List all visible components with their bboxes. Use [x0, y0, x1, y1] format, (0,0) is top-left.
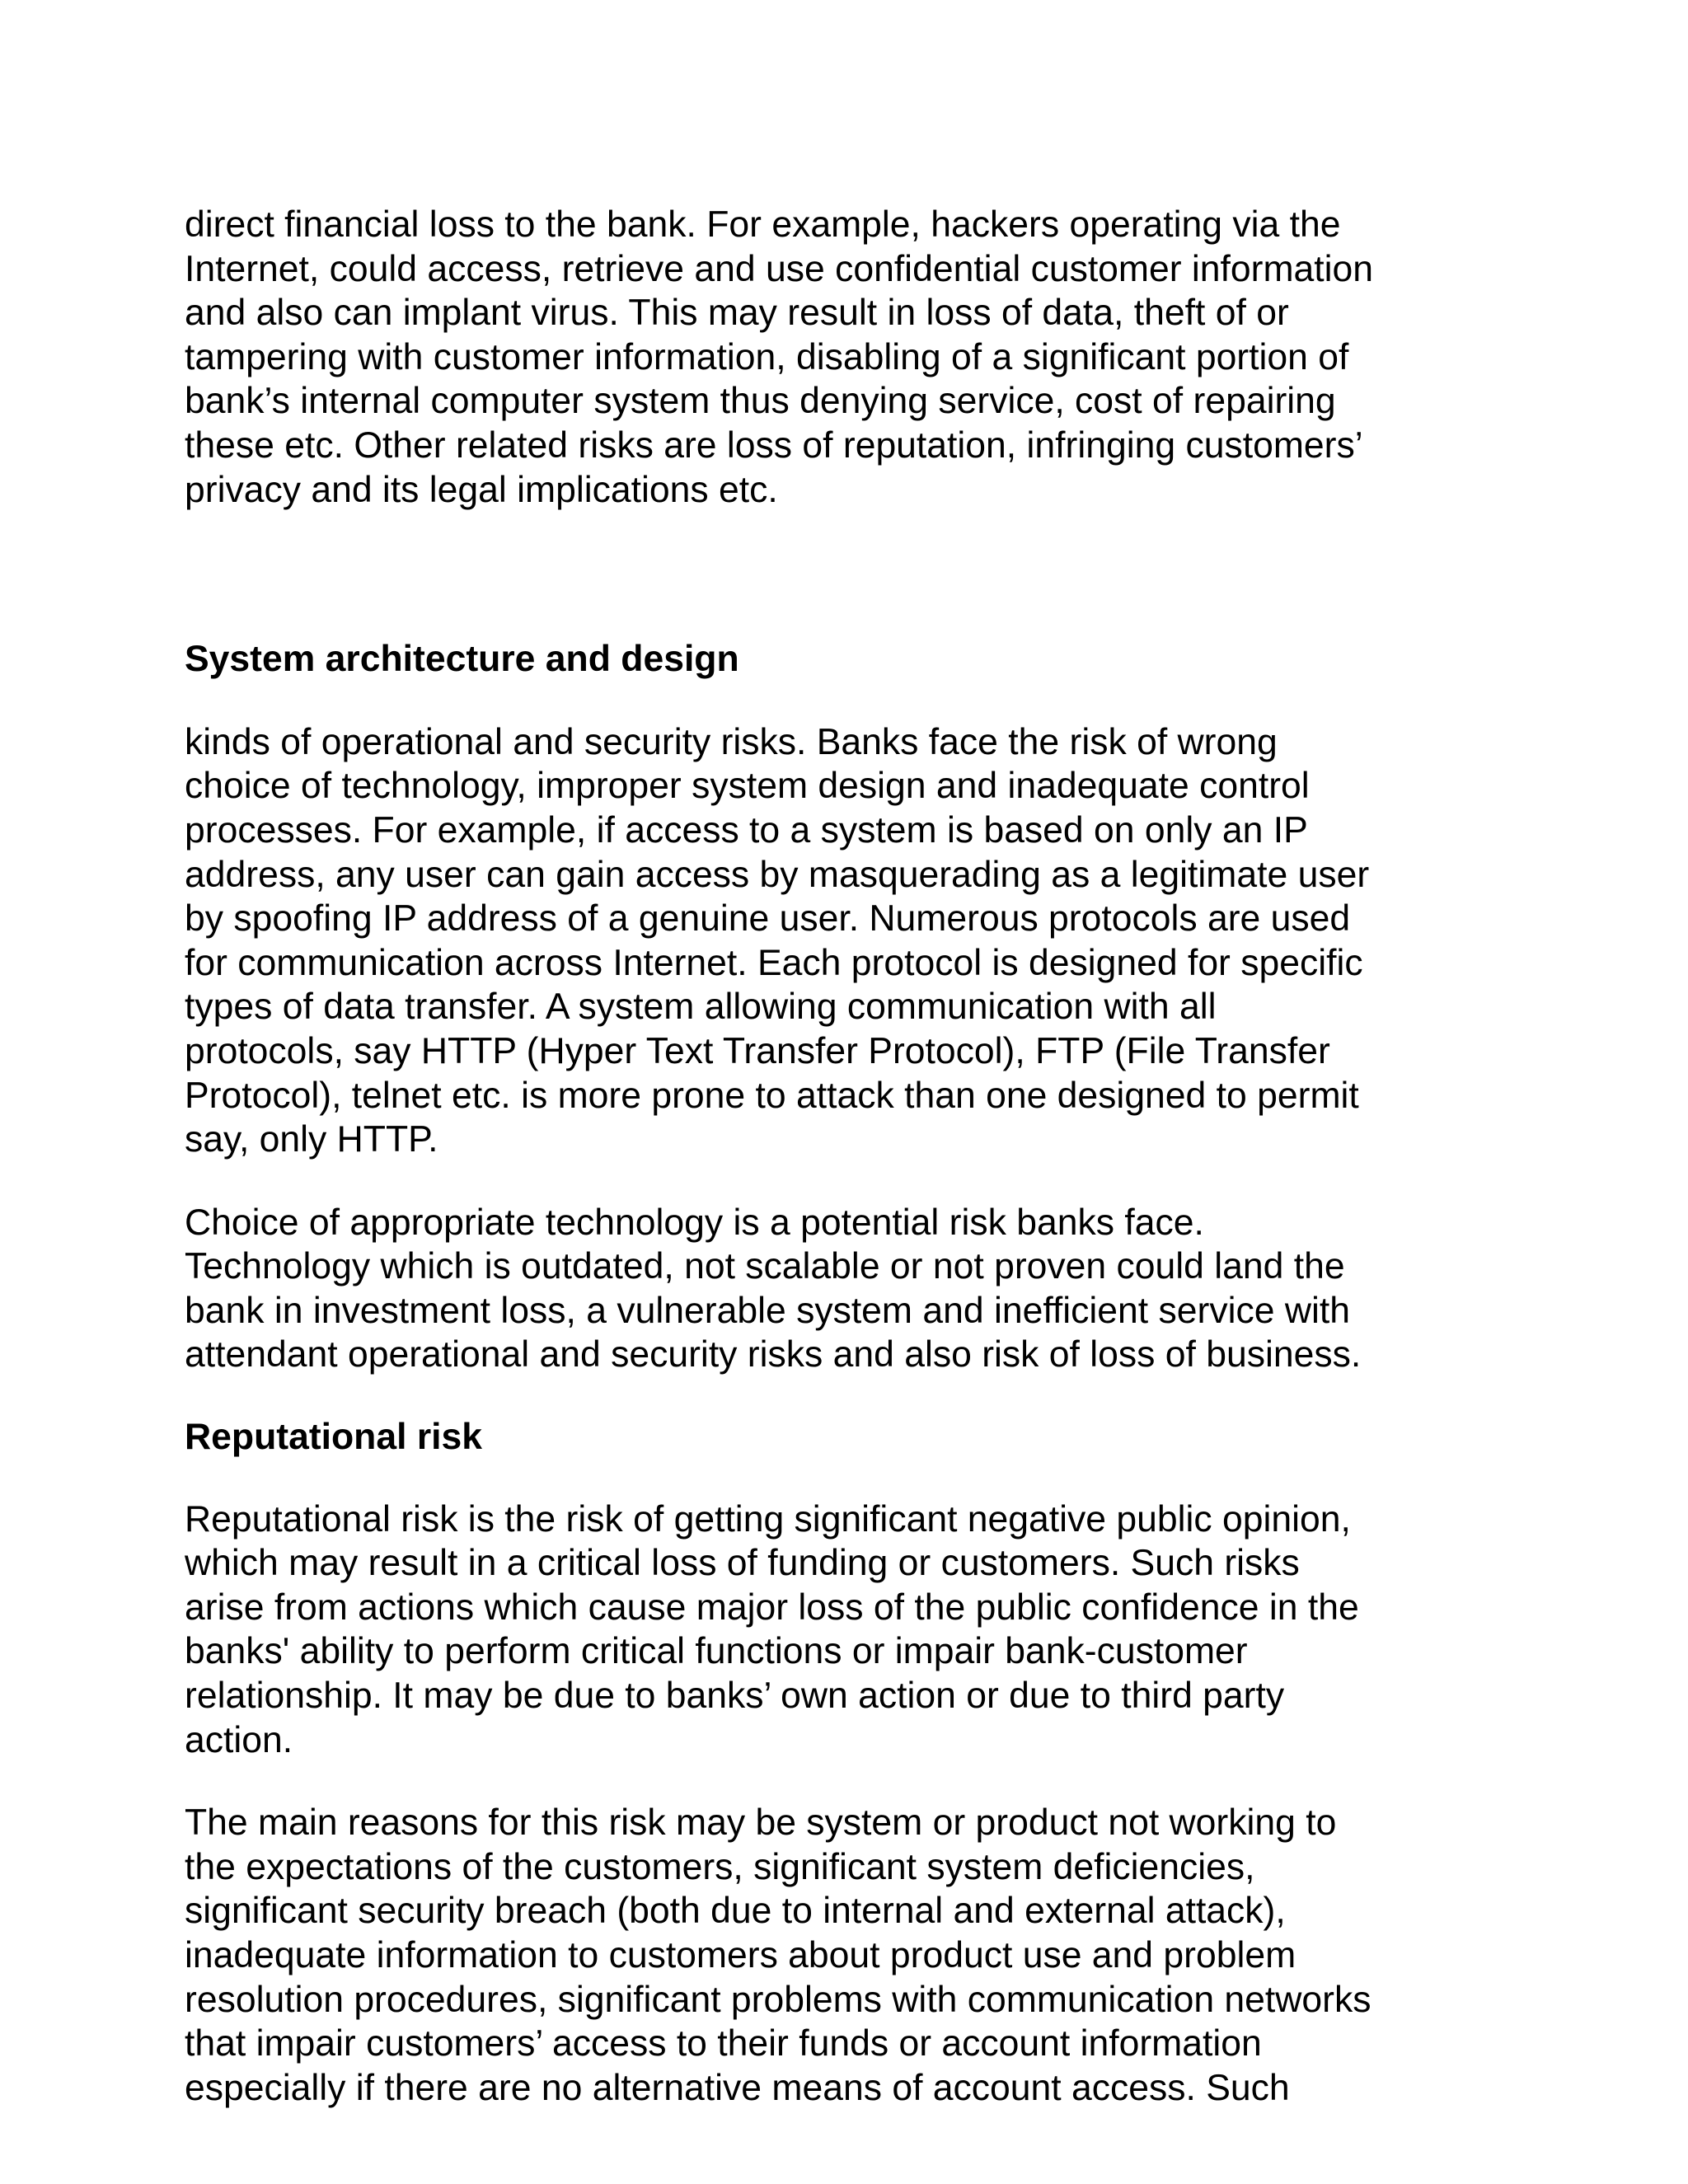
text-line: Reputational risk is the risk of getting significant negative public opinion, [185, 1498, 1351, 1540]
text-line: processes. For example, if access to a system is based on only an IP [185, 809, 1308, 851]
text-line: address, any user can gain access by masquerading as a legitimate user [185, 854, 1370, 895]
text-line: action. [185, 1719, 293, 1760]
text-line: significant security breach (both due to internal and external attack), [185, 1891, 1286, 1932]
section-heading-system-architecture: System architecture and design [185, 639, 739, 680]
document-body [185, 203, 1470, 2110]
paragraph-financial-loss [185, 203, 1470, 512]
text-line: which may result in a critical loss of funding or customers. Such risks [185, 1543, 1300, 1584]
text-line: Technology which is outdated, not scalable or not proven could land the [185, 1246, 1345, 1287]
text-line: the expectations of the customers, significant system deficiencies, [185, 1846, 1255, 1887]
text-line: say, only HTTP. [185, 1119, 438, 1160]
text-line: bank’s internal computer system thus denying service, cost of repairing [185, 381, 1336, 422]
text-line: attendant operational and security risks and also risk of loss of business. [185, 1334, 1362, 1376]
text-line: resolution procedures, significant problems with communication networks [185, 1979, 1372, 2020]
text-line: direct financial loss to the bank. For example, hackers operating via the [185, 204, 1341, 245]
text-line: bank in investment loss, a vulnerable system and inefficient service with [185, 1290, 1350, 1331]
paragraph-operational-security-risks [185, 720, 1470, 1162]
text-line: Choice of appropriate technology is a potential risk banks face. [185, 1202, 1204, 1243]
text-line: banks' ability to perform critical functions or impair bank-customer [185, 1631, 1248, 1672]
text-line: Protocol), telnet etc. is more prone to attack than one designed to permit [185, 1075, 1359, 1116]
text-line: and also can implant virus. This may result in loss of data, theft of or [185, 293, 1289, 334]
paragraph-reputational-risk-definition [185, 1497, 1470, 1763]
text-line: Internet, could access, retrieve and use confidential customer information [185, 248, 1374, 289]
text-line: inadequate information to customers about product use and problem [185, 1935, 1296, 1975]
paragraph-reputational-risk-reasons [185, 1801, 1470, 2110]
text-line: that impair customers’ access to their funds or account information [185, 2023, 1262, 2064]
text-line: types of data transfer. A system allowing communication with all [185, 987, 1217, 1028]
text-line: for communication across Internet. Each protocol is designed for specific [185, 942, 1363, 983]
text-line: privacy and its legal implications etc. [185, 469, 778, 510]
text-line: by spoofing IP address of a genuine user. Numerous protocols are used [185, 898, 1351, 940]
text-line: these etc. Other related risks are loss of reputation, infringing customers’ [185, 424, 1363, 466]
paragraph-technology-choice [185, 1201, 1470, 1377]
text-line: tampering with customer information, disabling of a significant portion of [185, 336, 1349, 377]
text-line: choice of technology, improper system design and inadequate control [185, 766, 1310, 807]
section-heading-reputational-risk: Reputational risk [185, 1417, 483, 1458]
text-line: especially if there are no alternative means of account access. Such [185, 2067, 1290, 2108]
text-line: relationship. It may be due to banks’ own action or due to third party [185, 1675, 1285, 1717]
text-line: kinds of operational and security risks. Banks face the risk of wrong [185, 721, 1278, 762]
text-line: The main reasons for this risk may be system or product not working to [185, 1802, 1337, 1844]
text-line: arise from actions which cause major loss of the public confidence in the [185, 1586, 1359, 1628]
text-line: protocols, say HTTP (Hyper Text Transfer Protocol), FTP (File Transfer [185, 1030, 1330, 1071]
